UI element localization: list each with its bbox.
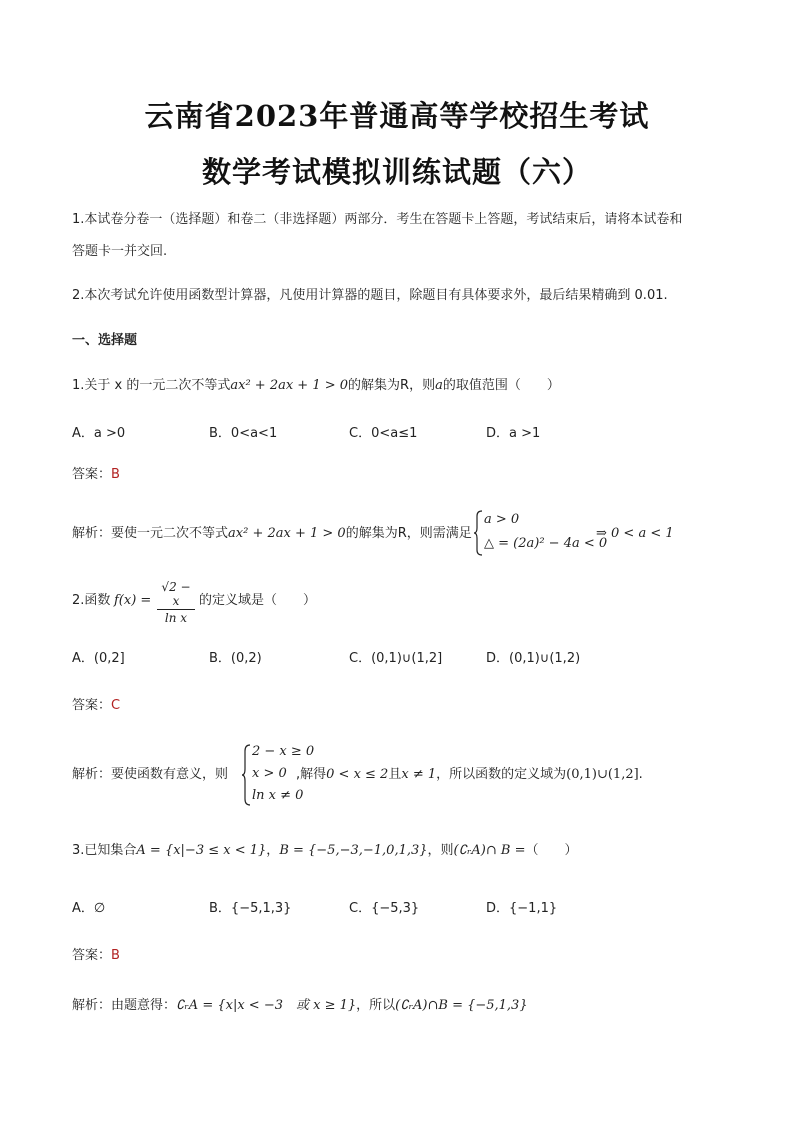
fraction-bar bbox=[157, 609, 195, 610]
q1-suffix: 的取值范围（ ） bbox=[442, 378, 560, 393]
q1-option-c: C．0<a≤1 bbox=[349, 426, 418, 441]
q3-analysis-mid: ，所以 bbox=[356, 998, 396, 1013]
q3-option-d: D．{−1,1} bbox=[486, 901, 558, 916]
q1-system bbox=[474, 510, 608, 556]
left-brace-icon bbox=[474, 510, 484, 556]
q1-analysis-prefix: 解析：要使一元二次不等式 bbox=[72, 526, 229, 541]
q2-option-d: D．(0,1)∪(1,2) bbox=[486, 651, 581, 666]
q2-cond2: x ≠ 1 bbox=[401, 767, 437, 782]
q2-analysis-rest bbox=[296, 766, 643, 783]
q2-domain: (0,1)∪(1,2] bbox=[566, 767, 639, 782]
q1-prefix: 1.关于 x 的一元二次不等式 bbox=[72, 378, 231, 393]
q3-set-a: A = {x|−3 ≤ x < 1} bbox=[136, 843, 267, 858]
q1-answer-value: B bbox=[111, 467, 120, 482]
question-3 bbox=[72, 842, 577, 859]
q2-analysis-prefix: 解析：要使函数有意义，则 bbox=[72, 767, 229, 782]
q3-result: (∁ᵣA)∩B = {−5,1,3} bbox=[395, 998, 528, 1013]
q1-analysis-mid: 的解集为R，则需满足 bbox=[345, 526, 472, 541]
q2-analysis-mid: ,解得 bbox=[296, 767, 327, 782]
q3-expr: (∁ᵣA)∩ B = bbox=[453, 843, 526, 858]
q1-system-line-2: △ = (2a)² − 4a < 0 bbox=[484, 536, 608, 551]
q2-period: . bbox=[638, 767, 643, 782]
q1-answer bbox=[72, 466, 120, 483]
q1-analysis-expr: ax² + 2ax + 1 > 0 bbox=[228, 526, 346, 541]
q2-analysis-end: ，所以函数的定义域为 bbox=[436, 767, 567, 782]
q1-mid: 的解集为R，则 bbox=[348, 378, 436, 393]
q2-system-line-1: 2 − x ≥ 0 bbox=[252, 744, 315, 759]
q3-answer-value: B bbox=[111, 948, 120, 963]
q1-answer-label: 答案： bbox=[72, 467, 112, 482]
instruction-1b: 答题卡一并交回. bbox=[72, 244, 168, 259]
q1-var: a bbox=[435, 378, 443, 393]
q3-answer-label: 答案： bbox=[72, 948, 112, 963]
q2-option-a: A．(0,2] bbox=[72, 651, 125, 666]
exam-subtitle: 数学考试模拟训练试题（六） bbox=[201, 155, 592, 189]
q3-option-a: A．∅ bbox=[72, 901, 106, 916]
q2-and: 且 bbox=[388, 767, 402, 782]
question-1 bbox=[72, 377, 560, 394]
q2-option-b: B．(0,2) bbox=[209, 651, 262, 666]
q1-option-a: A．a >0 bbox=[72, 426, 126, 441]
q3-analysis-prefix: 解析：由题意得： bbox=[72, 998, 177, 1013]
q2-system-line-3: ln x ≠ 0 bbox=[252, 788, 304, 803]
q2-numerator: √2 − x bbox=[161, 580, 191, 608]
q2-answer bbox=[72, 697, 120, 714]
instruction-2: 2.本次考试允许使用函数型计算器，凡使用计算器的题目，除题目有具体要求外，最后结果精确到 0.01. bbox=[72, 288, 668, 303]
q2-option-c: C．(0,1)∪(1,2] bbox=[349, 651, 443, 666]
q3-sep: ， bbox=[266, 843, 280, 858]
q3-option-c: C．{−5,3} bbox=[349, 901, 420, 916]
q1-option-d: D．a >1 bbox=[486, 426, 541, 441]
q2-answer-label: 答案： bbox=[72, 698, 112, 713]
instruction-1a: 1.本试卷分卷一（选择题）和卷二（非选择题）两部分．考生在答题卡上答题，考试结束后，请将本试卷和 bbox=[72, 212, 683, 227]
q3-suffix: （ ） bbox=[525, 843, 578, 858]
q1-system-line-1: a > 0 bbox=[484, 512, 520, 527]
q1-result: ⇒ 0 < a < 1 bbox=[596, 526, 674, 541]
q1-analysis bbox=[72, 525, 472, 542]
q3-complement: ∁ᵣA = {x|x < −3 或 x ≥ 1} bbox=[176, 998, 357, 1013]
q3-option-b: B．{−5,1,3} bbox=[209, 901, 292, 916]
exam-title: 云南省2023年普通高等学校招生考试 bbox=[144, 99, 650, 133]
q3-prefix: 3.已知集合 bbox=[72, 843, 137, 858]
q2-answer-value: C bbox=[111, 698, 121, 713]
q2-fx: f(x) = bbox=[114, 593, 152, 608]
q2-system-line-2: x > 0 bbox=[252, 766, 287, 781]
q3-mid: ，则 bbox=[427, 843, 454, 858]
q2-fraction bbox=[157, 580, 195, 625]
q2-suffix: 的定义域是（ ） bbox=[199, 593, 317, 608]
q3-set-b: B = {−5,−3,−1,0,1,3} bbox=[279, 843, 428, 858]
q1-expr: ax² + 2ax + 1 > 0 bbox=[230, 378, 349, 393]
q2-denominator: ln x bbox=[164, 611, 188, 625]
q3-answer bbox=[72, 947, 120, 964]
q1-option-b: B．0<a<1 bbox=[209, 426, 278, 441]
q2-prefix: 2.函数 bbox=[72, 593, 111, 608]
left-brace-icon bbox=[242, 744, 252, 806]
q3-analysis bbox=[72, 997, 528, 1014]
q2-cond: 0 < x ≤ 2 bbox=[326, 767, 389, 782]
section-heading: 一、选择题 bbox=[72, 333, 138, 348]
